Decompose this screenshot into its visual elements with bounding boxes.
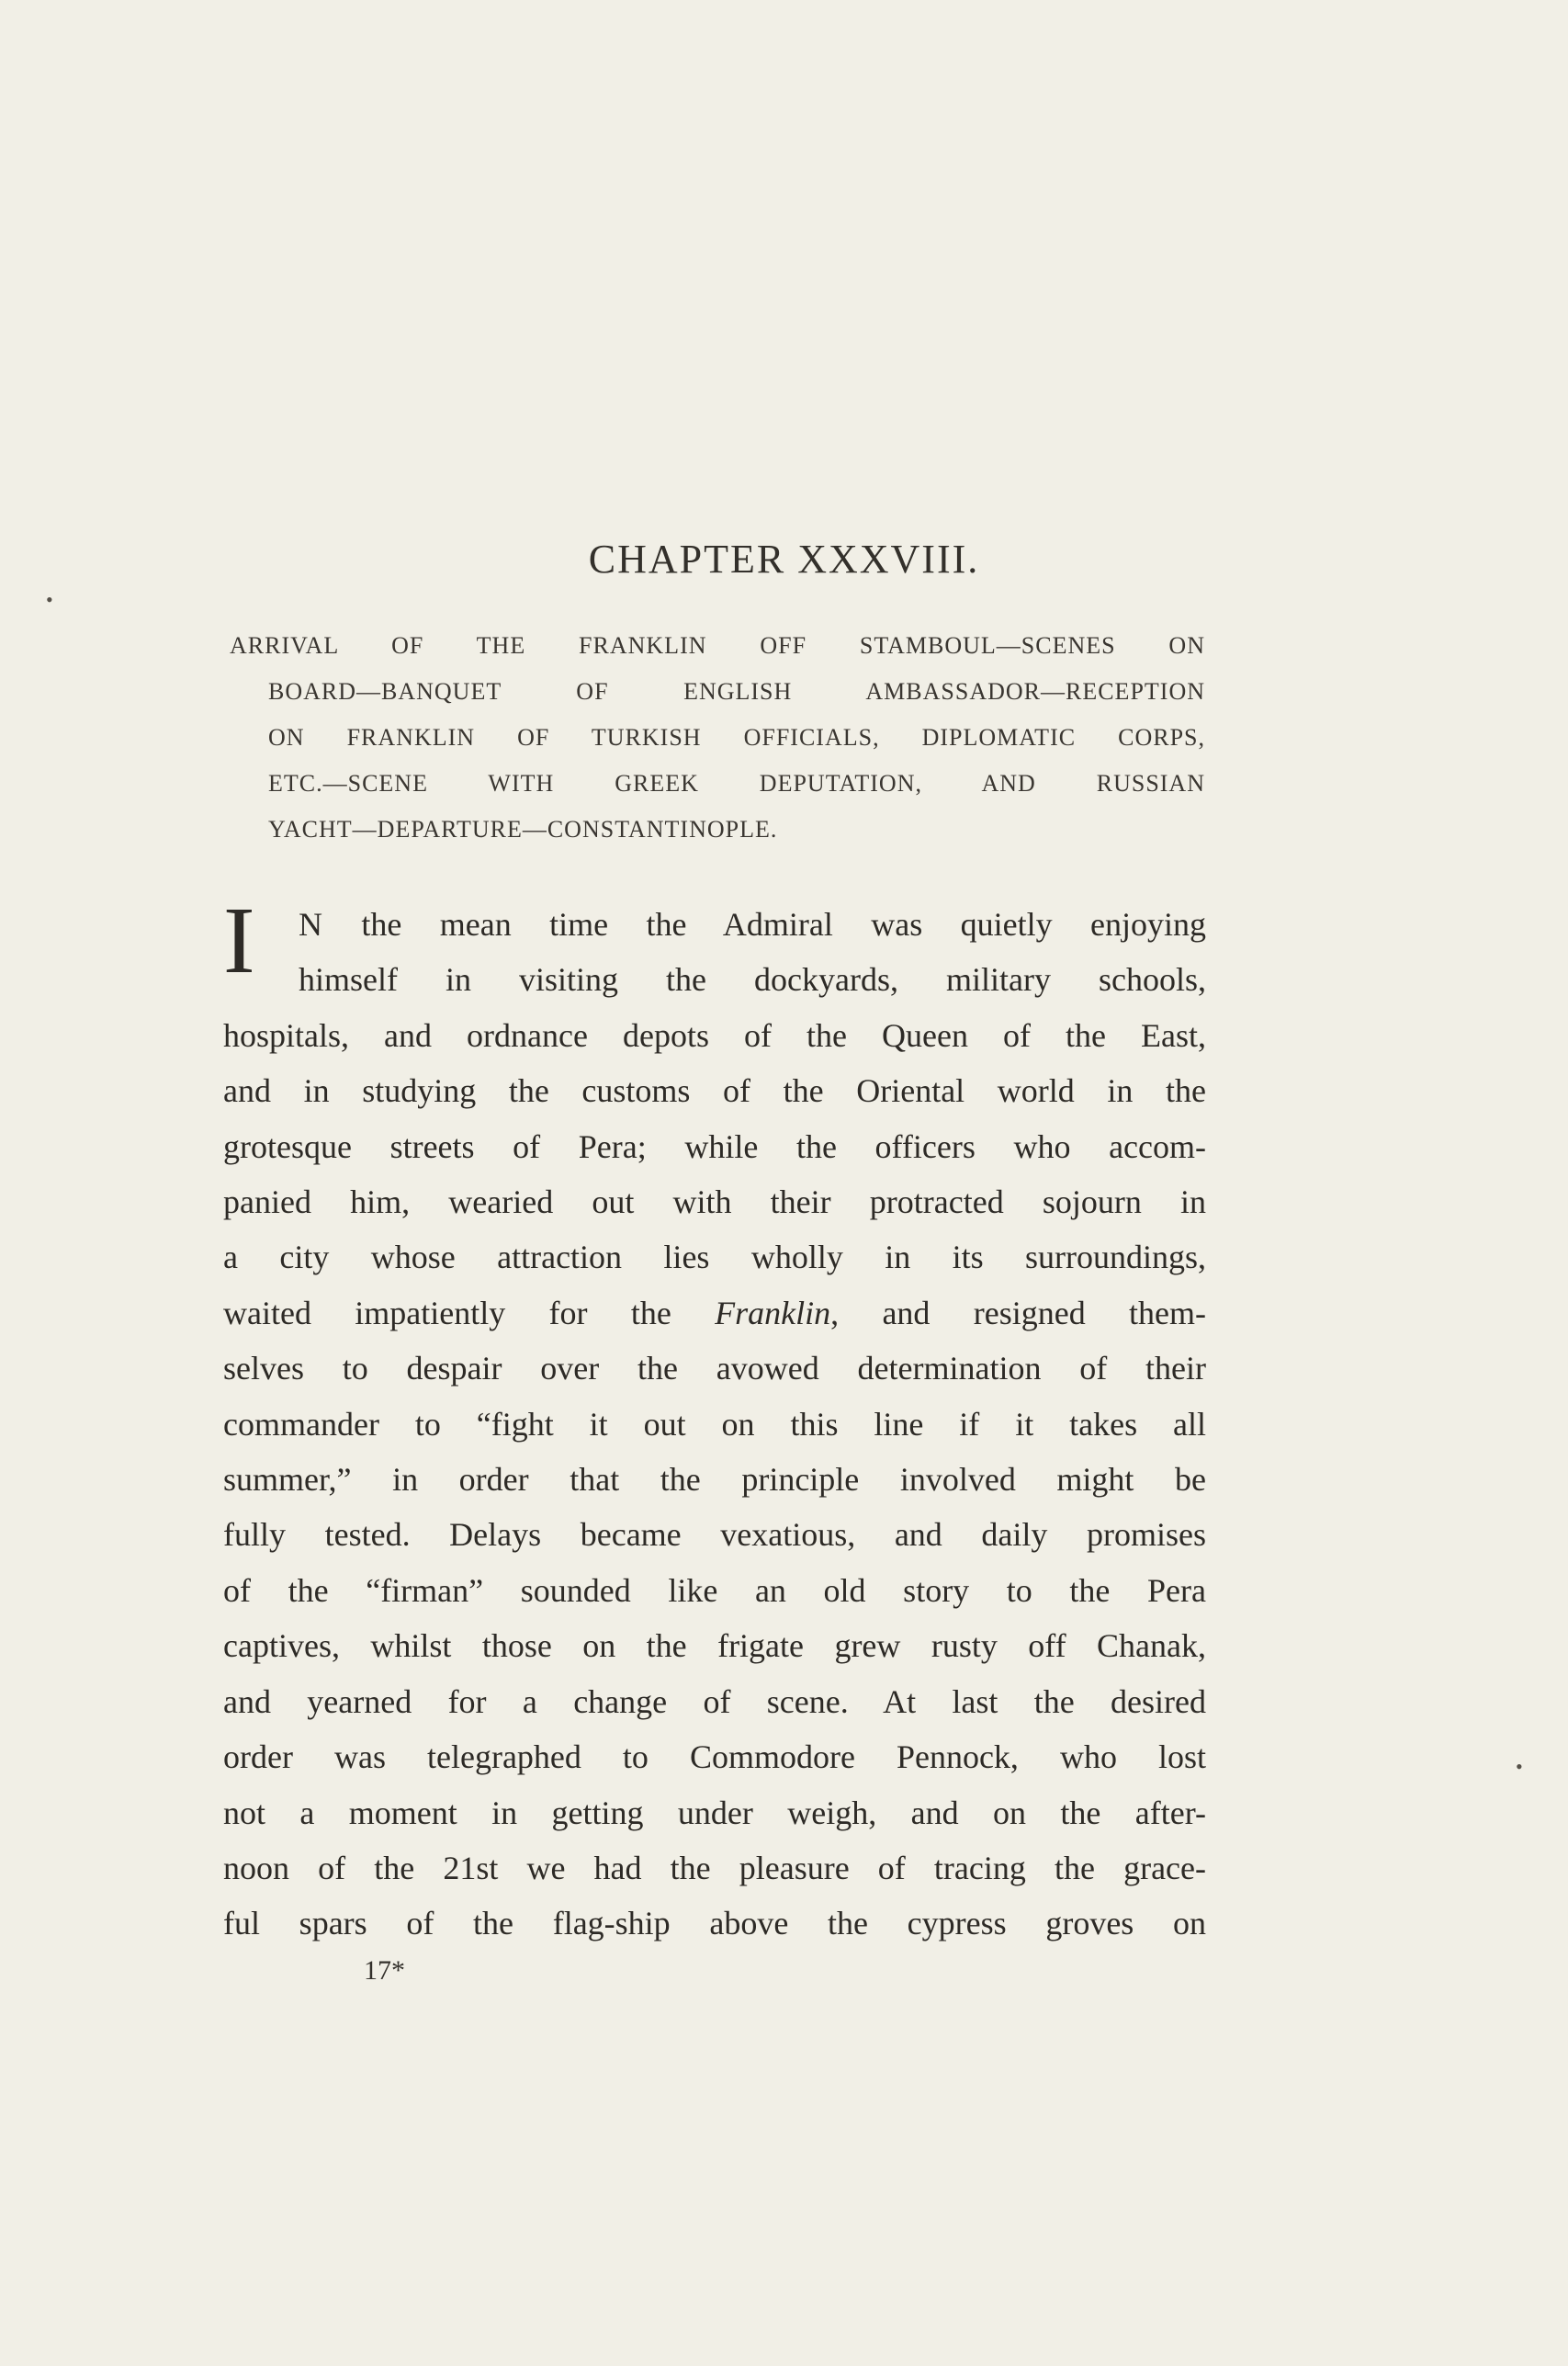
text-line: summer,” in order that the principle involved might be [223,1461,1206,1499]
paper-speck: • [1516,1755,1523,1778]
text-span: the mean time the Admiral was quietly enjoying [323,906,1206,943]
text-line: himself in visiting the dockyards, military schools, [299,961,1206,999]
summary-line: BOARD—BANQUET OF ENGLISH AMBASSADOR—RECEPTION [268,678,1205,705]
text-line: fully tested. Delays became vexatious, and daily promises [223,1516,1206,1554]
text-line: selves to despair over the avowed determination of their [223,1350,1206,1387]
text-line: of the “firman” sounded like an old story to the Pera [223,1571,1206,1609]
text-line: captives, whilst those on the frigate grew rusty off Chanak, [223,1627,1206,1665]
text-line [223,897,1206,952]
paper-speck: • [46,588,53,611]
signature-mark: 17* [364,1955,405,1986]
summary-line: ON FRANKLIN OF TURKISH OFFICIALS, DIPLOMATIC CORPS, [268,724,1205,751]
text-line [223,1285,1206,1341]
summary-line: YACHT—DEPARTURE—CONSTANTINOPLE. [268,816,778,843]
text-line: and in studying the customs of the Oriental world in the [223,1072,1206,1110]
ship-name: Franklin [715,1294,831,1331]
text-span: , and resigned them- [830,1294,1206,1331]
small-caps-letter: N [299,906,323,943]
body-paragraph [223,897,1206,1952]
text-line: panied him, wearied out with their protracted sojourn in [223,1183,1206,1221]
chapter-title: CHAPTER XXXVIII. [588,537,980,582]
summary-line: ARRIVAL OF THE FRANKLIN OFF STAMBOUL—SCENES ON [230,632,1205,659]
summary-line: ETC.—SCENE WITH GREEK DEPUTATION, AND RUSSIAN [268,770,1205,797]
text-line: grotesque streets of Pera; while the officers who accom- [223,1127,1206,1165]
text-line: ful spars of the flag-ship above the cypress groves on [223,1905,1206,1942]
drop-cap: I [223,888,255,993]
text-line: hospitals, and ordnance depots of the Queen of the East, [223,1016,1206,1054]
text-line: and yearned for a change of scene. At last the desired [223,1682,1206,1720]
text-line: not a moment in getting under weigh, and on the after- [223,1794,1206,1831]
text-line: noon of the 21st we had the pleasure of tracing the grace- [223,1849,1206,1886]
text-line: a city whose attraction lies wholly in its surroundings, [223,1239,1206,1276]
chapter-summary [230,623,1205,853]
text-span: waited impatiently for the [223,1294,716,1331]
text-line: order was telegraphed to Commodore Pennock, who lost [223,1738,1206,1776]
text-line: commander to “fight it out on this line if it takes all [223,1405,1206,1443]
